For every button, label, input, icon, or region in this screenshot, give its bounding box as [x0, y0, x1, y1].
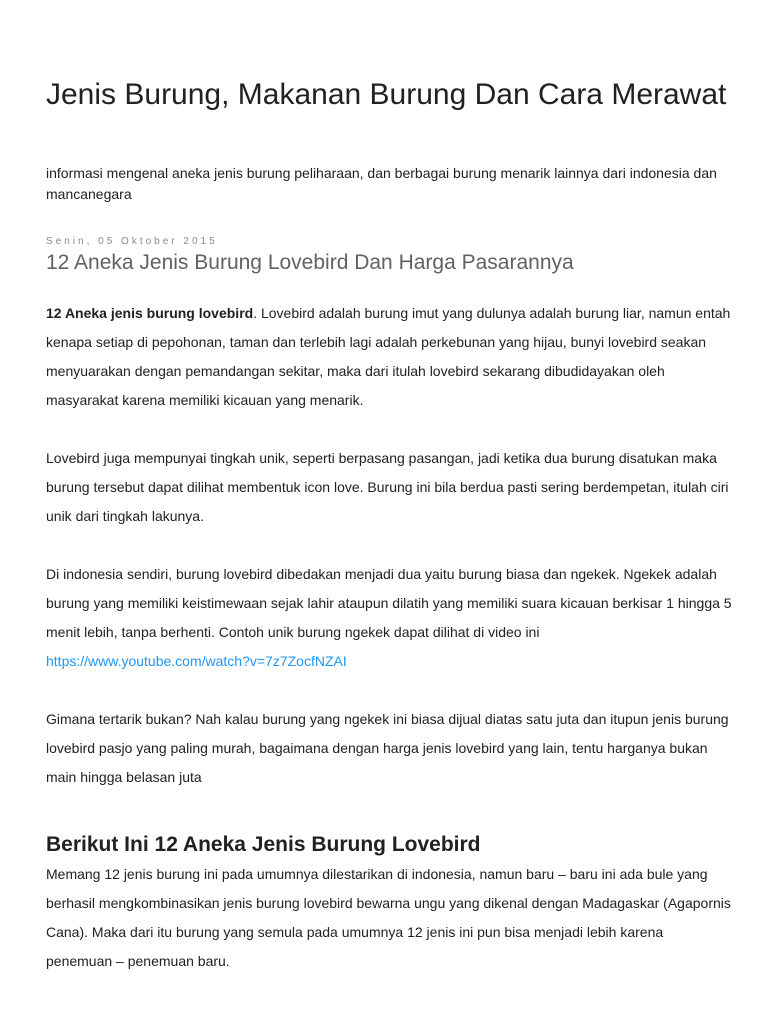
- post-paragraph-1-bold: 12 Aneka jenis burung lovebird: [46, 305, 254, 321]
- section-heading: Berikut Ini 12 Aneka Jenis Burung Lovebird: [46, 833, 481, 856]
- blog-title[interactable]: Jenis Burung, Makanan Burung Dan Cara Merawat: [46, 78, 727, 111]
- post-paragraph-4: Gimana tertarik bukan? Nah kalau burung yang ngekek ini biasa dijual diatas satu juta dan itupun jenis burung lovebird pasjo yang paling murah, bagaimana dengan harga jenis lovebird yang lain, tentu harganya bukan main hingga belasan juta: [46, 711, 729, 785]
- post-date: Senin, 05 Oktober 2015: [46, 236, 218, 247]
- section-paragraph: Memang 12 jenis burung ini pada umumnya dilestarikan di indonesia, namun baru – baru ini ada bule yang berhasil mengkombinasikan jenis burung lovebird bewarna ungu yang dikenal dengan Madagaskar (Agapornis Cana). Maka dari itu burung yang semula pada umumnya 12 jenis ini pun bisa menjadi lebih karena penemuan – penemuan baru.: [46, 866, 731, 969]
- post-paragraph-3-text: Di indonesia sendiri, burung lovebird dibedakan menjadi dua yaitu burung biasa dan ngekek. Ngekek adalah burung yang memiliki keistimewaan sejak lahir ataupun dilatih yang memiliki suara kicauan berkisar 1 hingga 5 menit lebih, tanpa berhenti. Contoh unik burung ngekek dapat dilihat di video ini: [46, 566, 732, 640]
- blog-description: informasi mengenal aneka jenis burung peliharaan, dan berbagai burung menarik lainnya dari indonesia dan mancanegara: [46, 165, 717, 202]
- post-title[interactable]: 12 Aneka Jenis Burung Lovebird Dan Harga Pasarannya: [46, 251, 574, 274]
- post-body: [46, 299, 732, 1005]
- youtube-video-link[interactable]: https://www.youtube.com/watch?v=7z7ZocfNZAI: [46, 653, 347, 669]
- post-paragraph-1: [46, 299, 732, 415]
- post-paragraph-1-text: . Lovebird adalah burung imut yang dulunya adalah burung liar, namun entah kenapa setiap di pepohonan, taman dan terlebih lagi adalah perkebunan yang hijau, bunyi lovebird seakan menyuarakan dengan pemandangan sekitar, maka dari itulah lovebird sekarang dibudidayakan oleh masyarakat karena memiliki kicauan yang menarik.: [46, 305, 731, 408]
- post-paragraph-2: Lovebird juga mempunyai tingkah unik, seperti berpasang pasangan, jadi ketika dua burung disatukan maka burung tersebut dapat dilihat membentuk icon love. Burung ini bila berdua pasti sering berdempetan, itulah ciri unik dari tingkah lakunya.: [46, 450, 729, 524]
- post-paragraph-3: [46, 560, 732, 676]
